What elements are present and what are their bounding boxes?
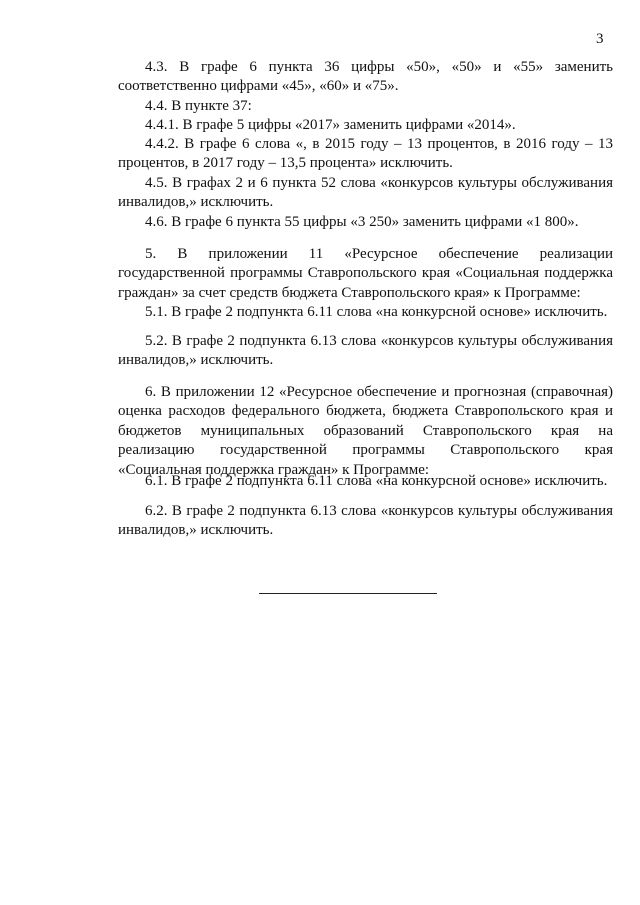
paragraph-4-4: 4.4. В пункте 37: — [145, 98, 252, 114]
paragraph-6-2: 6.2. В графе 2 подпункта 6.13 слова «конкурсов культуры обслуживания инвалидов,» исключить. — [118, 503, 613, 539]
paragraph-4-3: 4.3. В графе 6 пункта 36 цифры «50», «50» и «55» заменить соответственно цифрами «45», «60» и «75». — [118, 59, 613, 95]
page-number: 3 — [596, 31, 604, 47]
paragraph-5-1: 5.1. В графе 2 подпункта 6.11 слова «на конкурсной основе» исключить. — [145, 304, 608, 320]
closing-divider-line — [259, 593, 437, 594]
paragraph-4-4-2: 4.4.2. В графе 6 слова «, в 2015 году – 13 процентов, в 2016 году – 13 процентов, в 2017 году – 13,5 процента» исключить. — [118, 136, 613, 172]
paragraph-5-2: 5.2. В графе 2 подпункта 6.13 слова «конкурсов культуры обслуживания инвалидов,» исключить. — [118, 333, 613, 369]
paragraph-6: 6. В приложении 12 «Ресурсное обеспечение и прогнозная (справочная) оценка расходов федерального бюджета, бюджета Ставропольского края и бюджетов муниципальных образований Ставропольского края на реализацию государственной программы Ставропольского края «Социальная поддержка граждан» к Программе: — [118, 384, 613, 478]
paragraph-5: 5. В приложении 11 «Ресурсное обеспечение реализации государственной программы Ставропольского края «Социальная поддержка граждан» за счет средств бюджета Ставропольского края» к Программе: — [118, 246, 613, 301]
paragraph-4-6: 4.6. В графе 6 пункта 55 цифры «3 250» заменить цифрами «1 800». — [145, 214, 579, 230]
paragraph-6-1: 6.1. В графе 2 подпункта 6.11 слова «на конкурсной основе» исключить. — [145, 473, 608, 489]
paragraph-4-5: 4.5. В графах 2 и 6 пункта 52 слова «конкурсов культуры обслуживания инвалидов,» исключить. — [118, 175, 613, 211]
paragraph-4-4-1: 4.4.1. В графе 5 цифры «2017» заменить цифрами «2014». — [145, 117, 516, 133]
